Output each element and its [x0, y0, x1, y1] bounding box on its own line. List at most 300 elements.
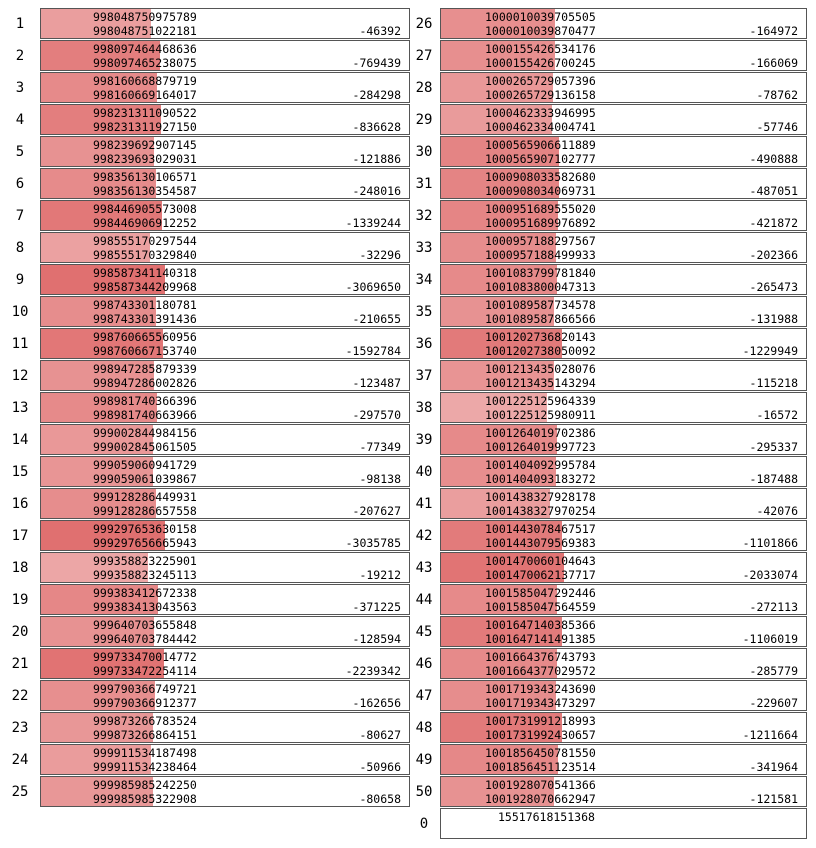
value-a: 1001083799781840 — [485, 266, 596, 280]
value-a: 998760665560956 — [93, 330, 197, 344]
value-a: 1000957188297567 — [485, 234, 596, 248]
table-row — [0, 232, 410, 264]
value-b: 999873266864151 — [93, 728, 197, 742]
row-index: 15 — [11, 464, 29, 480]
value-b: 1001202738050092 — [485, 344, 596, 358]
delta-value: -98138 — [359, 472, 401, 486]
value-b: 998555170329840 — [93, 248, 197, 262]
table-row — [0, 200, 410, 232]
value-b: 999911534238464 — [93, 760, 197, 774]
value-cell — [440, 328, 807, 359]
value-a: 1001264019702386 — [485, 426, 596, 440]
value-b: 999383413043563 — [93, 600, 197, 614]
row-index: 10 — [11, 304, 29, 320]
value-b: 1001585047564559 — [485, 600, 596, 614]
row-index: 17 — [11, 528, 29, 544]
value-a: 999911534187498 — [93, 746, 197, 760]
table-row — [0, 8, 410, 40]
value-b: 999297656665943 — [93, 536, 197, 550]
value-a: 1001719343243690 — [485, 682, 596, 696]
row-index: 19 — [11, 592, 29, 608]
value-b: 999002845061505 — [93, 440, 197, 454]
row-index: 18 — [11, 560, 29, 576]
value-a: 999297653630158 — [93, 522, 197, 536]
row-index: 34 — [415, 272, 433, 288]
delta-value: -1229949 — [742, 344, 798, 358]
delta-value: -1106019 — [742, 632, 798, 646]
value-cell — [440, 648, 807, 679]
value-cell — [440, 360, 807, 391]
value-a: 1001470060104643 — [485, 554, 596, 568]
value-cell — [40, 72, 410, 103]
value-cell — [440, 680, 807, 711]
value-cell — [40, 744, 410, 775]
row-index: 5 — [15, 144, 25, 160]
value-b: 998048751022181 — [93, 24, 197, 38]
row-index: 40 — [415, 464, 433, 480]
delta-value: -2033074 — [742, 568, 798, 582]
value-a: 998356130106571 — [93, 170, 197, 184]
delta-value: -487051 — [749, 184, 798, 198]
value-cell — [440, 776, 807, 807]
value-cell — [40, 456, 410, 487]
row-index: 41 — [415, 496, 433, 512]
value-cell — [40, 552, 410, 583]
delta-value: -162656 — [352, 696, 401, 710]
row-index: 29 — [415, 112, 433, 128]
row-index: 22 — [11, 688, 29, 704]
value-cell — [440, 40, 807, 71]
row-index: 20 — [11, 624, 29, 640]
table-row — [408, 712, 807, 744]
row-index: 43 — [415, 560, 433, 576]
table-row — [408, 72, 807, 104]
delta-value: -421872 — [749, 216, 798, 230]
table-row — [0, 776, 410, 808]
right-column — [408, 8, 807, 840]
value-b: 1001647141491385 — [485, 632, 596, 646]
row-index: 26 — [415, 16, 433, 32]
value-b: 1000265729136158 — [485, 88, 596, 102]
delta-value: -836628 — [352, 120, 401, 134]
value-b: 998981740663966 — [93, 408, 197, 422]
delta-value: -32296 — [359, 248, 401, 262]
value-a: 999059060941729 — [93, 458, 197, 472]
delta-value: -16572 — [756, 408, 798, 422]
value-cell — [40, 712, 410, 743]
value-a: 1001213435028076 — [485, 362, 596, 376]
value-b: 998239693029031 — [93, 152, 197, 166]
left-column — [0, 8, 410, 808]
value-b: 1001731992430657 — [485, 728, 596, 742]
row-index: 44 — [415, 592, 433, 608]
value-cell — [40, 680, 410, 711]
delta-value: -2239342 — [345, 664, 401, 678]
value-a: 998446905573008 — [93, 202, 197, 216]
table-row — [408, 776, 807, 808]
value-cell — [40, 136, 410, 167]
value-cell — [40, 40, 410, 71]
table-row — [408, 616, 807, 648]
table-row — [0, 584, 410, 616]
row-index: 3 — [15, 80, 25, 96]
row-index: 49 — [415, 752, 433, 768]
row-index: 32 — [415, 208, 433, 224]
value-a: 1001585047292446 — [485, 586, 596, 600]
delta-value: -272113 — [749, 600, 798, 614]
value-b: 1001664377029572 — [485, 664, 596, 678]
row-index: 1 — [15, 16, 25, 32]
value-b: 999790366912377 — [93, 696, 197, 710]
value-cell — [40, 264, 410, 295]
value-cell — [440, 136, 807, 167]
value-b: 999733472254114 — [93, 664, 197, 678]
value-a: 1000265729057396 — [485, 74, 596, 88]
value-a: 998097464468636 — [93, 42, 197, 56]
delta-value: -115218 — [749, 376, 798, 390]
row-index: 4 — [15, 112, 25, 128]
delta-value: -1339244 — [345, 216, 401, 230]
delta-value: -78762 — [756, 88, 798, 102]
value-cell — [40, 424, 410, 455]
value-b: 999358823245113 — [93, 568, 197, 582]
value-b: 1000462334004741 — [485, 120, 596, 134]
delta-value: -1211664 — [742, 728, 798, 742]
value-a: 1001664376743793 — [485, 650, 596, 664]
value-b: 1001213435143294 — [485, 376, 596, 390]
value-b: 998097465238075 — [93, 56, 197, 70]
table-row — [408, 584, 807, 616]
table-row — [0, 488, 410, 520]
row-index: 6 — [15, 176, 25, 192]
table-row — [408, 552, 807, 584]
value-cell — [40, 232, 410, 263]
delta-value: -42076 — [756, 504, 798, 518]
value-cell — [40, 648, 410, 679]
table-row — [408, 680, 807, 712]
table-row — [408, 392, 807, 424]
row-index: 21 — [11, 656, 29, 672]
table-row — [0, 296, 410, 328]
delta-value: -490888 — [749, 152, 798, 166]
delta-value: -3069650 — [345, 280, 401, 294]
delta-value: -284298 — [352, 88, 401, 102]
table-row — [0, 72, 410, 104]
value-a: 1001647140385366 — [485, 618, 596, 632]
table-row — [408, 232, 807, 264]
delta-value: -229607 — [749, 696, 798, 710]
delta-value: -207627 — [352, 504, 401, 518]
value-a: 999733470014772 — [93, 650, 197, 664]
value-cell — [40, 104, 410, 135]
value-a: 1001928070541366 — [485, 778, 596, 792]
delta-value: -371225 — [352, 600, 401, 614]
value-cell — [40, 584, 410, 615]
row-index: 45 — [415, 624, 433, 640]
value-a: 999128286449931 — [93, 490, 197, 504]
value-a: 998555170297544 — [93, 234, 197, 248]
row-index: 24 — [11, 752, 29, 768]
value-cell — [440, 616, 807, 647]
table-row — [0, 616, 410, 648]
value-cell — [40, 8, 410, 39]
row-index: 37 — [415, 368, 433, 384]
value-a: 1000565906611889 — [485, 138, 596, 152]
row-index: 39 — [415, 432, 433, 448]
delta-value: -202366 — [749, 248, 798, 262]
value-a: 1001731991218993 — [485, 714, 596, 728]
value-cell — [440, 584, 807, 615]
value-cell — [440, 232, 807, 263]
row-index: 2 — [15, 48, 25, 64]
value-a: 999985985242250 — [93, 778, 197, 792]
total-value: 15517618151368 — [498, 810, 595, 824]
value-cell — [440, 744, 807, 775]
delta-value: -57746 — [756, 120, 798, 134]
value-a: 1000462333946995 — [485, 106, 596, 120]
table-row — [0, 680, 410, 712]
value-cell — [40, 296, 410, 327]
row-index: 42 — [415, 528, 433, 544]
value-b: 1001083800047313 — [485, 280, 596, 294]
value-cell — [440, 200, 807, 231]
total-cell — [440, 808, 807, 839]
value-a: 1001089587734578 — [485, 298, 596, 312]
row-index: 23 — [11, 720, 29, 736]
value-b: 999985985322908 — [93, 792, 197, 806]
value-b: 998947286002826 — [93, 376, 197, 390]
table-row — [0, 104, 410, 136]
value-b: 998760667153740 — [93, 344, 197, 358]
table-row — [408, 40, 807, 72]
table-row — [0, 40, 410, 72]
delta-value: -187488 — [749, 472, 798, 486]
value-a: 999002844984156 — [93, 426, 197, 440]
value-a: 999383412672338 — [93, 586, 197, 600]
value-a: 998587341140318 — [93, 266, 197, 280]
value-b: 1001264019997723 — [485, 440, 596, 454]
value-cell — [440, 168, 807, 199]
table-row — [0, 552, 410, 584]
delta-value: -121581 — [749, 792, 798, 806]
value-a: 1000908033582680 — [485, 170, 596, 184]
row-index: 35 — [415, 304, 433, 320]
value-a: 998160668879719 — [93, 74, 197, 88]
value-a: 1001856450781550 — [485, 746, 596, 760]
table-row — [408, 296, 807, 328]
value-cell — [440, 72, 807, 103]
table-row — [408, 200, 807, 232]
value-cell — [440, 456, 807, 487]
value-a: 998231311090522 — [93, 106, 197, 120]
row-index: 48 — [415, 720, 433, 736]
value-b: 1001719343473297 — [485, 696, 596, 710]
table-row — [0, 328, 410, 360]
row-index: 12 — [11, 368, 29, 384]
table-row — [0, 264, 410, 296]
delta-value: -1101866 — [742, 536, 798, 550]
value-b: 1001443079569383 — [485, 536, 596, 550]
value-cell — [40, 776, 410, 807]
value-b: 1001438327970254 — [485, 504, 596, 518]
row-index: 9 — [15, 272, 25, 288]
delta-value: -80658 — [359, 792, 401, 806]
row-index: 7 — [15, 208, 25, 224]
value-a: 999873266783524 — [93, 714, 197, 728]
delta-value: -46392 — [359, 24, 401, 38]
value-a: 998743301180781 — [93, 298, 197, 312]
row-index: 13 — [11, 400, 29, 416]
value-a: 998048750975789 — [93, 10, 197, 24]
value-b: 998743301391436 — [93, 312, 197, 326]
value-cell — [40, 328, 410, 359]
value-b: 1001225125980911 — [485, 408, 596, 422]
row-index: 25 — [11, 784, 29, 800]
table-row — [408, 520, 807, 552]
value-cell — [440, 264, 807, 295]
value-b: 998356130354587 — [93, 184, 197, 198]
delta-value: -3035785 — [345, 536, 401, 550]
value-b: 1000957188499933 — [485, 248, 596, 262]
table-row — [0, 168, 410, 200]
row-index: 47 — [415, 688, 433, 704]
delta-value: -123487 — [352, 376, 401, 390]
delta-value: -769439 — [352, 56, 401, 70]
table-row — [0, 456, 410, 488]
value-cell — [40, 488, 410, 519]
delta-value: -210655 — [352, 312, 401, 326]
value-b: 1001856451123514 — [485, 760, 596, 774]
value-a: 1001443078467517 — [485, 522, 596, 536]
delta-value: -248016 — [352, 184, 401, 198]
row-index: 50 — [415, 784, 433, 800]
value-b: 998231311927150 — [93, 120, 197, 134]
value-b: 1001404093183272 — [485, 472, 596, 486]
delta-value: -297570 — [352, 408, 401, 422]
row-index: 31 — [415, 176, 433, 192]
delta-value: -19212 — [359, 568, 401, 582]
value-a: 999790366749721 — [93, 682, 197, 696]
table-row — [0, 744, 410, 776]
value-cell — [40, 520, 410, 551]
value-cell — [40, 168, 410, 199]
delta-value: -121886 — [352, 152, 401, 166]
row-index: 16 — [11, 496, 29, 512]
value-cell — [440, 488, 807, 519]
value-cell — [40, 616, 410, 647]
table-row — [408, 136, 807, 168]
value-cell — [440, 104, 807, 135]
value-a: 998981740366396 — [93, 394, 197, 408]
table-row — [408, 8, 807, 40]
delta-value: -131988 — [749, 312, 798, 326]
row-index: 33 — [415, 240, 433, 256]
table-row — [0, 424, 410, 456]
total-row — [408, 808, 807, 840]
row-index: 14 — [11, 432, 29, 448]
table-row — [408, 104, 807, 136]
table-row — [0, 136, 410, 168]
table-row — [408, 456, 807, 488]
row-index: 30 — [415, 144, 433, 160]
table-row — [408, 744, 807, 776]
row-index: 46 — [415, 656, 433, 672]
value-a: 998239692907145 — [93, 138, 197, 152]
table-row — [408, 488, 807, 520]
row-index: 36 — [415, 336, 433, 352]
value-a: 1001438327928178 — [485, 490, 596, 504]
value-cell — [440, 392, 807, 423]
row-index: 8 — [15, 240, 25, 256]
value-b: 1000565907102777 — [485, 152, 596, 166]
table-row — [408, 328, 807, 360]
value-b: 998587344209968 — [93, 280, 197, 294]
row-index: 27 — [415, 48, 433, 64]
delta-value: -341964 — [749, 760, 798, 774]
delta-value: -80627 — [359, 728, 401, 742]
table-row — [0, 648, 410, 680]
value-a: 999358823225901 — [93, 554, 197, 568]
value-cell — [440, 424, 807, 455]
table-row — [408, 648, 807, 680]
value-a: 999640703655848 — [93, 618, 197, 632]
table-row — [0, 520, 410, 552]
value-a: 1000155426534176 — [485, 42, 596, 56]
value-a: 1001404092995784 — [485, 458, 596, 472]
table-row — [0, 712, 410, 744]
delta-value: -166069 — [749, 56, 798, 70]
value-a: 1001202736820143 — [485, 330, 596, 344]
value-a: 1000951689555020 — [485, 202, 596, 216]
value-b: 998446906912252 — [93, 216, 197, 230]
value-b: 1000155426700245 — [485, 56, 596, 70]
table-row — [408, 360, 807, 392]
value-cell — [440, 296, 807, 327]
table-row — [408, 168, 807, 200]
delta-value: -50966 — [359, 760, 401, 774]
value-a: 998947285879339 — [93, 362, 197, 376]
value-cell — [40, 392, 410, 423]
table-row — [408, 424, 807, 456]
value-cell — [440, 712, 807, 743]
delta-value: -1592784 — [345, 344, 401, 358]
delta-value: -128594 — [352, 632, 401, 646]
delta-value: -164972 — [749, 24, 798, 38]
row-index: 38 — [415, 400, 433, 416]
value-b: 1001928070662947 — [485, 792, 596, 806]
value-cell — [40, 360, 410, 391]
table-row — [408, 264, 807, 296]
value-b: 999128286657558 — [93, 504, 197, 518]
value-b: 1001089587866566 — [485, 312, 596, 326]
value-a: 1000010039705505 — [485, 10, 596, 24]
value-cell — [440, 552, 807, 583]
row-index: 28 — [415, 80, 433, 96]
value-cell — [440, 520, 807, 551]
delta-value: -77349 — [359, 440, 401, 454]
delta-value: -265473 — [749, 280, 798, 294]
table-row — [0, 392, 410, 424]
table-row — [0, 360, 410, 392]
delta-value: -285779 — [749, 664, 798, 678]
value-b: 1000908034069731 — [485, 184, 596, 198]
value-a: 1001225125964339 — [485, 394, 596, 408]
row-index: 11 — [11, 336, 29, 352]
value-b: 1000951689976892 — [485, 216, 596, 230]
value-cell — [440, 8, 807, 39]
value-b: 1000010039870477 — [485, 24, 596, 38]
value-b: 999059061039867 — [93, 472, 197, 486]
